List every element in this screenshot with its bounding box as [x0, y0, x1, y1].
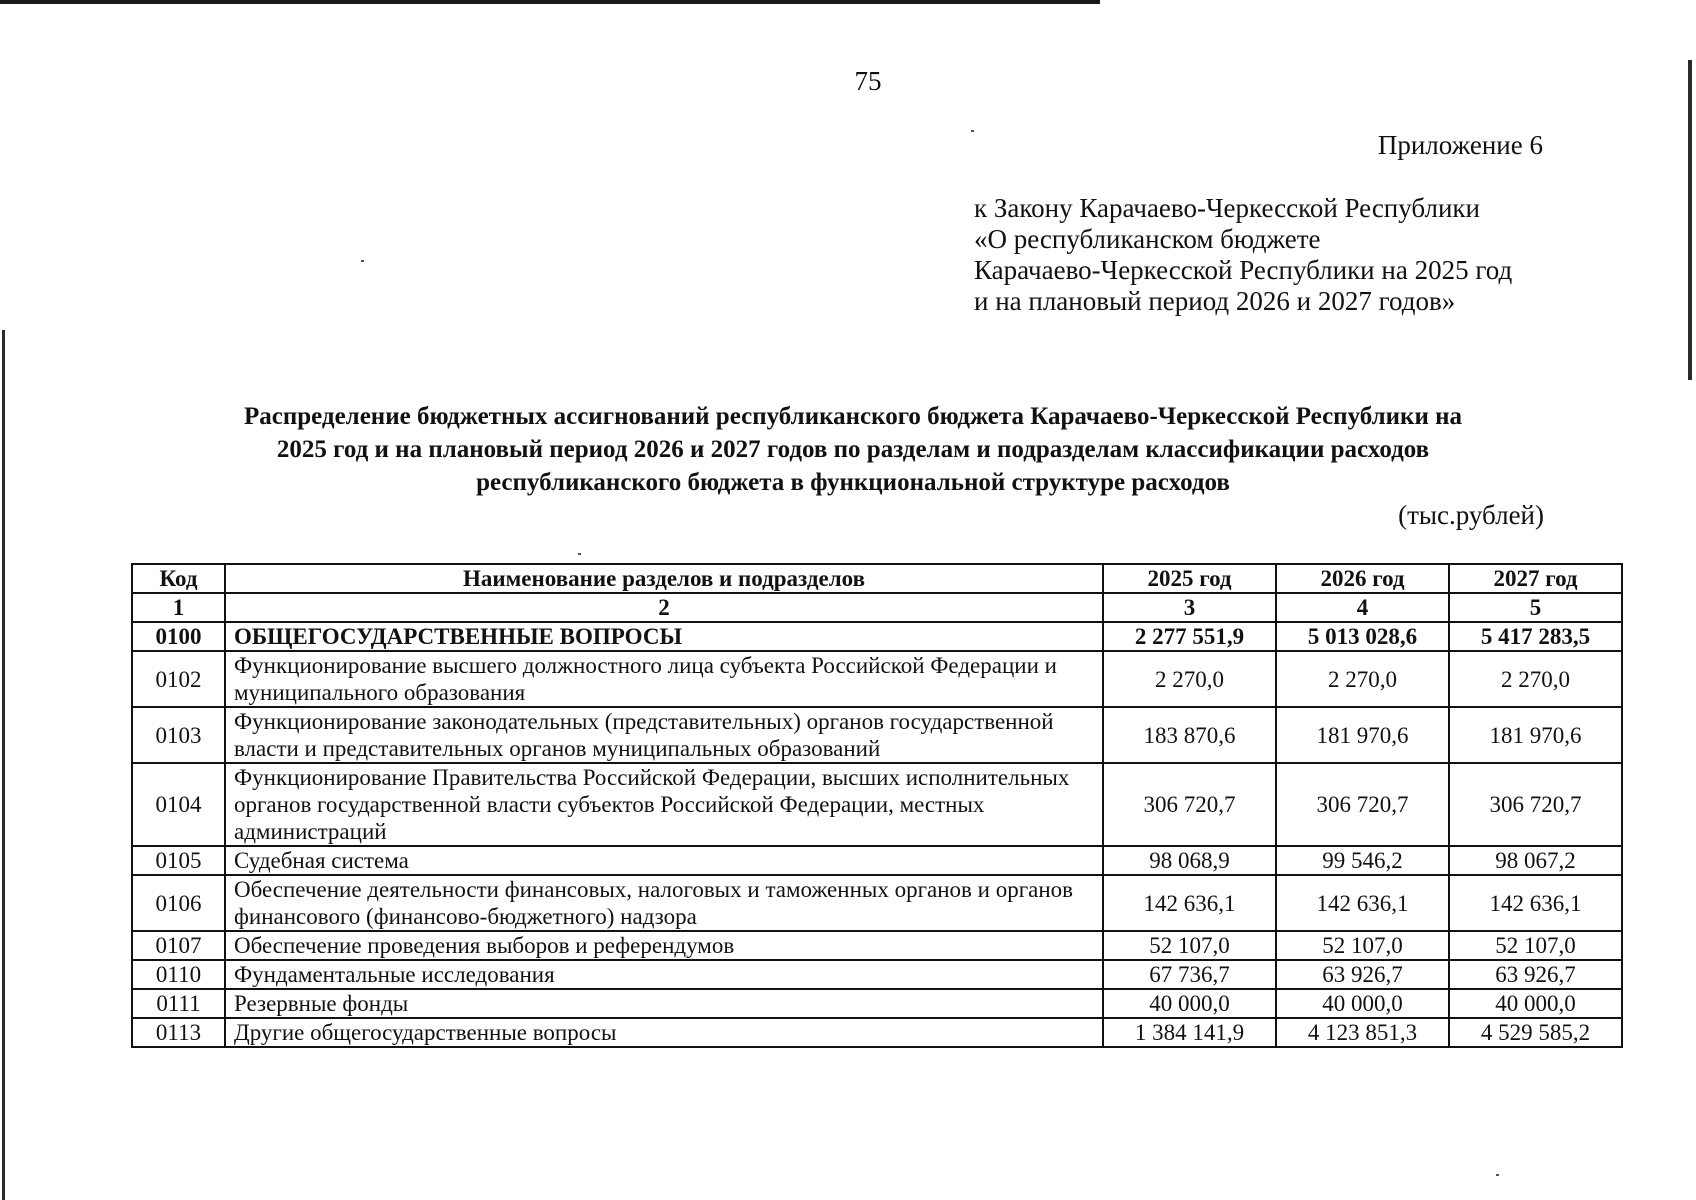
- scan-edge-left: [2, 330, 5, 1200]
- row-code: 0107: [132, 931, 225, 960]
- row-code: 0105: [132, 846, 225, 875]
- row-value-2026: 306 720,7: [1276, 763, 1449, 846]
- document-title-line: республиканского бюджета в функциональной структуре расходов: [476, 469, 1230, 496]
- units-label: (тыс.рублей): [1398, 500, 1544, 530]
- row-value-2027: 98 067,2: [1449, 846, 1622, 875]
- row-name: Функционирование Правительства Российской Федерации, высших исполнительных органов государственной власти субъектов Российской Федерации, местных администраций: [225, 763, 1103, 846]
- column-header-name: Наименование разделов и подразделов: [225, 564, 1103, 593]
- column-header-2025: 2025 год: [1103, 564, 1276, 593]
- row-value-2025: 2 277 551,9: [1103, 622, 1276, 651]
- table-row: [132, 707, 1622, 763]
- table-row: [132, 651, 1622, 707]
- row-name: Фундаментальные исследования: [225, 960, 1103, 989]
- row-name: Судебная система: [225, 846, 1103, 875]
- row-name: Функционирование высшего должностного лица субъекта Российской Федерации и муниципального образования: [225, 651, 1103, 707]
- row-value-2027: 5 417 283,5: [1449, 622, 1622, 651]
- row-value-2026: 181 970,6: [1276, 707, 1449, 763]
- page-number: 75: [854, 66, 882, 96]
- table-row: [132, 622, 1622, 651]
- law-reference-line: Карачаево-Черкесской Республики на 2025 год: [974, 255, 1513, 285]
- row-code: 0103: [132, 707, 225, 763]
- column-number: 5: [1449, 593, 1622, 622]
- row-value-2026: 63 926,7: [1276, 960, 1449, 989]
- row-value-2027: 2 270,0: [1449, 651, 1622, 707]
- row-name: Обеспечение деятельности финансовых, налоговых и таможенных органов и органов финансового (финансово-бюджетного) надзора: [225, 875, 1103, 931]
- law-reference-line: к Закону Карачаево-Черкесской Республики: [974, 193, 1480, 223]
- column-header-code: Код: [132, 564, 225, 593]
- table-row: [132, 1018, 1622, 1047]
- row-code: 0104: [132, 763, 225, 846]
- scan-edge-top: [0, 0, 1100, 4]
- row-code: 0106: [132, 875, 225, 931]
- row-value-2026: 40 000,0: [1276, 989, 1449, 1018]
- row-value-2026: 52 107,0: [1276, 931, 1449, 960]
- table-row: [132, 875, 1622, 931]
- row-value-2027: 181 970,6: [1449, 707, 1622, 763]
- column-header-2027: 2027 год: [1449, 564, 1622, 593]
- row-name: Резервные фонды: [225, 989, 1103, 1018]
- row-value-2026: 5 013 028,6: [1276, 622, 1449, 651]
- row-name: ОБЩЕГОСУДАРСТВЕННЫЕ ВОПРОСЫ: [225, 622, 1103, 651]
- law-reference-line: «О республиканском бюджете: [974, 224, 1321, 254]
- column-number: 3: [1103, 593, 1276, 622]
- row-value-2025: 67 736,7: [1103, 960, 1276, 989]
- row-value-2027: 40 000,0: [1449, 989, 1622, 1018]
- row-value-2025: 183 870,6: [1103, 707, 1276, 763]
- row-value-2026: 4 123 851,3: [1276, 1018, 1449, 1047]
- row-code: 0110: [132, 960, 225, 989]
- row-value-2025: 142 636,1: [1103, 875, 1276, 931]
- table-row: [132, 846, 1622, 875]
- row-name: Другие общегосударственные вопросы: [225, 1018, 1103, 1047]
- scan-edge-right: [1688, 60, 1692, 380]
- column-number: 2: [225, 593, 1103, 622]
- row-value-2027: 306 720,7: [1449, 763, 1622, 846]
- row-value-2025: 98 068,9: [1103, 846, 1276, 875]
- row-value-2026: 142 636,1: [1276, 875, 1449, 931]
- document-title-line: Распределение бюджетных ассигнований республиканского бюджета Карачаево-Черкесской Республики на: [243, 403, 1463, 430]
- row-value-2027: 63 926,7: [1449, 960, 1622, 989]
- row-value-2027: 52 107,0: [1449, 931, 1622, 960]
- table-row: [132, 989, 1622, 1018]
- table-row: [132, 763, 1622, 846]
- table-header-row: [132, 564, 1622, 593]
- column-number: 1: [132, 593, 225, 622]
- row-value-2025: 40 000,0: [1103, 989, 1276, 1018]
- document-title-line: 2025 год и на плановый период 2026 и 2027 годов по разделам и подразделам классификации расходов: [276, 436, 1430, 463]
- column-header-2026: 2026 год: [1276, 564, 1449, 593]
- row-value-2025: 52 107,0: [1103, 931, 1276, 960]
- table-row: [132, 960, 1622, 989]
- row-value-2026: 2 270,0: [1276, 651, 1449, 707]
- scan-speck: [361, 260, 364, 262]
- budget-table: [131, 563, 1623, 1048]
- row-value-2025: 306 720,7: [1103, 763, 1276, 846]
- scan-speck: [971, 130, 974, 132]
- row-name: Функционирование законодательных (представительных) органов государственной власти и представительных органов муниципальных образований: [225, 707, 1103, 763]
- row-name: Обеспечение проведения выборов и референдумов: [225, 931, 1103, 960]
- row-code: 0111: [132, 989, 225, 1018]
- appendix-label: Приложение 6: [1377, 130, 1543, 160]
- column-number: 4: [1276, 593, 1449, 622]
- row-code: 0113: [132, 1018, 225, 1047]
- document-title: [120, 400, 1586, 499]
- row-value-2025: 2 270,0: [1103, 651, 1276, 707]
- column-number-row: [132, 593, 1622, 622]
- row-value-2027: 142 636,1: [1449, 875, 1622, 931]
- law-reference: [974, 193, 1512, 317]
- table-row: [132, 931, 1622, 960]
- row-value-2026: 99 546,2: [1276, 846, 1449, 875]
- row-code: 0102: [132, 651, 225, 707]
- row-code: 0100: [132, 622, 225, 651]
- row-value-2027: 4 529 585,2: [1449, 1018, 1622, 1047]
- law-reference-line: и на плановый период 2026 и 2027 годов»: [974, 286, 1456, 316]
- scan-speck: [1496, 1174, 1499, 1176]
- scan-speck: [578, 553, 581, 555]
- row-value-2025: 1 384 141,9: [1103, 1018, 1276, 1047]
